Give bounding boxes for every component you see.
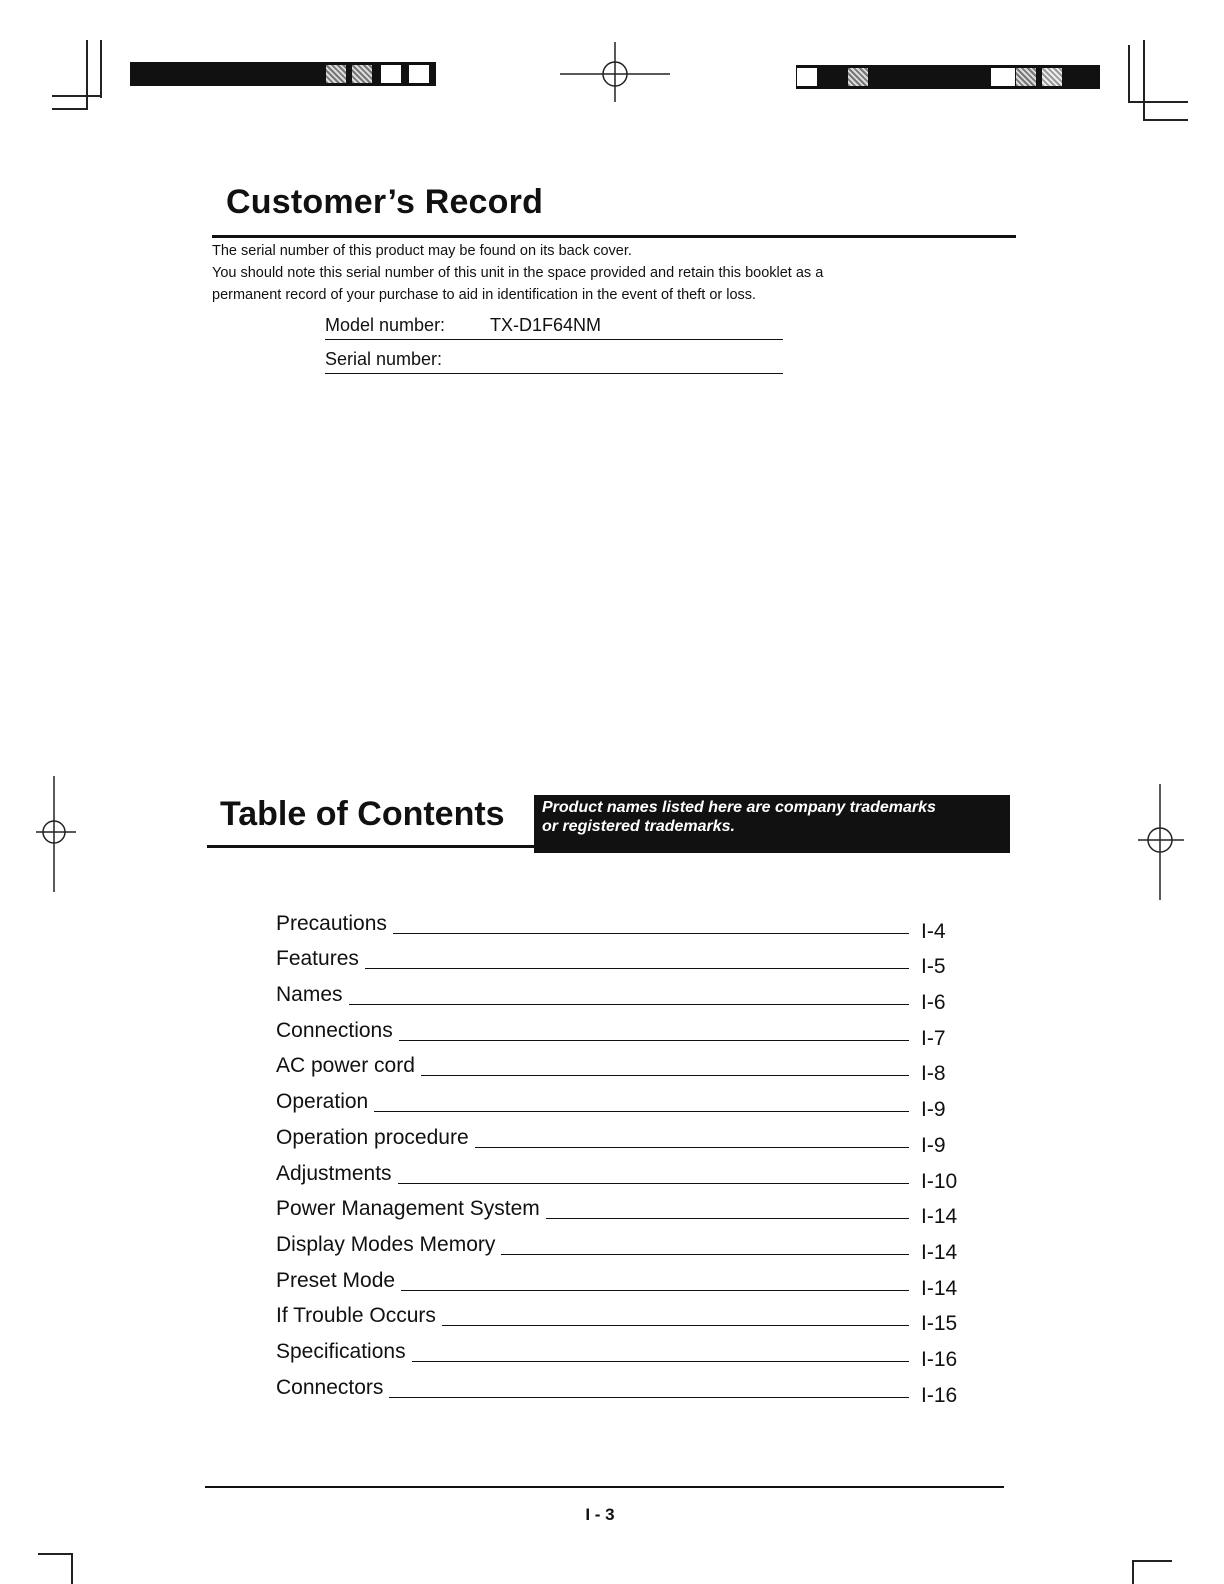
model-number-row bbox=[325, 313, 783, 340]
toc-entry-label: Operation procedure bbox=[276, 1125, 469, 1149]
toc-leader-line bbox=[546, 1217, 909, 1219]
toc-leader-line bbox=[399, 1039, 909, 1041]
toc-entry bbox=[276, 1257, 976, 1300]
toc-entry bbox=[276, 1221, 976, 1264]
customers-record-text bbox=[212, 240, 1002, 306]
toc-leader-line bbox=[389, 1396, 909, 1398]
toc-entry-page: I-7 bbox=[921, 1026, 946, 1050]
toc-entry-label: If Trouble Occurs bbox=[276, 1304, 436, 1328]
toc-entry-page: I-15 bbox=[921, 1312, 958, 1336]
toc-entry-label: AC power cord bbox=[276, 1054, 415, 1078]
toc-entry-page: I-9 bbox=[921, 1133, 946, 1157]
toc-leader-line bbox=[393, 932, 909, 934]
toc-entry-page: I-8 bbox=[921, 1062, 946, 1086]
toc-entry bbox=[276, 1328, 976, 1371]
serial-number-label: Serial number: bbox=[325, 349, 443, 369]
toc-entry bbox=[276, 1114, 976, 1157]
toc-entry bbox=[276, 936, 976, 979]
toc-entry bbox=[276, 1078, 976, 1122]
page-number: I - 3 bbox=[585, 1505, 615, 1524]
toc-leader-line bbox=[398, 1182, 909, 1184]
toc-entry bbox=[276, 1186, 976, 1229]
registration-crosshair-left bbox=[36, 776, 76, 897]
toc-entry bbox=[276, 1043, 976, 1086]
toc-leader-line bbox=[365, 967, 909, 969]
color-bar-left bbox=[130, 62, 436, 86]
toc-entry-label: Names bbox=[276, 983, 343, 1007]
toc-leader-line bbox=[475, 1146, 909, 1148]
trademark-note-line: or registered trademarks. bbox=[542, 818, 735, 835]
toc-entry-label: Connectors bbox=[276, 1375, 384, 1399]
registration-crosshair-top bbox=[560, 42, 670, 107]
title-rule bbox=[212, 235, 1016, 238]
toc-entry-page: I-6 bbox=[921, 991, 946, 1015]
toc-entry-page: I-4 bbox=[921, 919, 946, 943]
toc-leader-line bbox=[442, 1324, 909, 1326]
model-number-label: Model number: bbox=[325, 315, 446, 335]
toc-leader-line bbox=[374, 1110, 909, 1112]
toc-leader-line bbox=[401, 1289, 909, 1291]
toc-title: Table of Contents bbox=[220, 795, 505, 833]
toc-entry-page: I-14 bbox=[921, 1240, 958, 1264]
record-text-line: The serial number of this product may be found on its back cover. bbox=[212, 243, 632, 259]
toc-entry-label: Preset Mode bbox=[276, 1268, 396, 1292]
toc-entry-label: Display Modes Memory bbox=[276, 1232, 496, 1256]
toc-entry-page: I-5 bbox=[921, 955, 946, 979]
toc-entry-label: Features bbox=[276, 947, 359, 971]
toc-entry-label: Connections bbox=[276, 1018, 393, 1042]
toc-entry-label: Adjustments bbox=[276, 1161, 392, 1185]
toc-entry bbox=[276, 1007, 976, 1050]
toc-entry-label: Precautions bbox=[276, 911, 387, 935]
toc-entry-page: I-14 bbox=[921, 1205, 958, 1229]
toc-leader-line bbox=[349, 1003, 909, 1005]
toc-leader-line bbox=[421, 1074, 909, 1076]
toc-entry-label: Operation bbox=[276, 1090, 369, 1114]
toc-list bbox=[276, 900, 976, 1407]
trademark-note bbox=[534, 795, 1010, 853]
toc-entry-page: I-10 bbox=[921, 1169, 958, 1193]
toc-entry-label: Power Management System bbox=[276, 1197, 540, 1221]
toc-entry bbox=[276, 971, 976, 1015]
customers-record-title: Customer’s Record bbox=[226, 183, 544, 221]
footer-rule bbox=[205, 1486, 1004, 1488]
toc-entry bbox=[276, 1150, 976, 1193]
toc-entry-page: I-9 bbox=[921, 1098, 946, 1122]
toc-entry-page: I-14 bbox=[921, 1276, 958, 1300]
record-text-line: permanent record of your purchase to aid in identification in the event of theft or loss. bbox=[212, 287, 757, 303]
registration-crosshair-right bbox=[1138, 784, 1184, 905]
serial-number-row bbox=[325, 347, 783, 374]
toc-entry-page: I-16 bbox=[921, 1347, 958, 1371]
color-bar-right bbox=[796, 65, 1100, 89]
toc-entry-label: Specifications bbox=[276, 1339, 406, 1363]
toc-entry-page: I-16 bbox=[921, 1383, 958, 1407]
toc-entry bbox=[276, 1293, 976, 1336]
model-number-value: TX-D1F64NM bbox=[490, 315, 602, 335]
trademark-note-line: Product names listed here are company trademarks bbox=[542, 799, 936, 816]
record-text-line: You should note this serial number of this unit in the space provided and retain this booklet as a bbox=[212, 265, 824, 281]
toc-entry bbox=[276, 900, 976, 943]
toc-entry bbox=[276, 1364, 976, 1407]
toc-leader-line bbox=[501, 1253, 909, 1255]
toc-leader-line bbox=[412, 1360, 909, 1362]
